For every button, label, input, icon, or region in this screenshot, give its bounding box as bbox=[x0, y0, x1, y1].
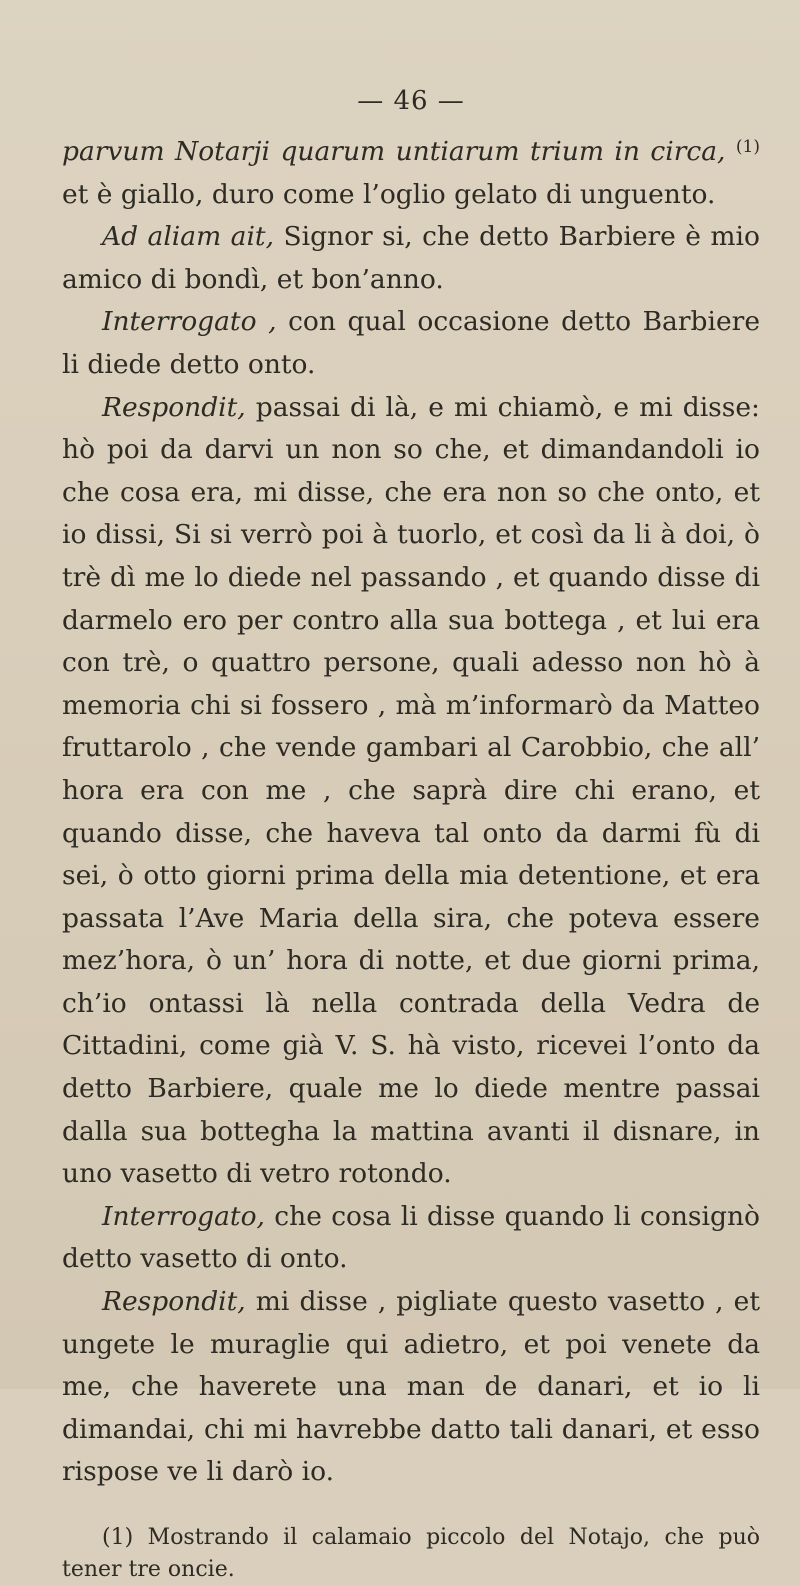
paragraph-4 bbox=[62, 387, 760, 1196]
paragraph-2-lead: Ad aliam ait, bbox=[102, 221, 274, 253]
paragraph-3-text: con qual occasione detto Barbiere li diede detto onto. bbox=[62, 306, 760, 380]
paragraph-6-text: mi disse , pigliate questo vasetto , et ungete le muraglie qui adietro, et poi venete da me, che haverete una man de danari, et io li dimandai, chi mi havrebbe datto tali danari, et esso rispose ve li darò io. bbox=[62, 1286, 760, 1488]
page-number: — 46 — bbox=[357, 86, 465, 116]
paragraph-1 bbox=[62, 126, 760, 216]
paragraph-4-text: passai di là, e mi chiamò, e mi disse: hò poi da darvi un non so che, et dimandandoli io che cosa era, mi disse, che era non so che onto, et io dissi, Si si verrò poi à tuorlo, et così da li à doi, ò trè dì me lo diede nel passando , et quando disse di darmelo ero per contro alla sua bottega , et lui era con trè, o quattro persone, quali adesso non hò à memoria chi si fossero , mà m’informarò da Matteo fruttarolo , che vende gambari al Carobbio, che all’ hora era con me , che saprà dire chi erano, et quando disse, che haveva tal onto da darmi fù di sei, ò otto giorni prima della mia detentione, et era passata l’Ave Maria della sira, che poteva essere mez’hora, ò un’ hora di notte, et due giorni prima, ch’io ontassi là nella contrada della Vedra de Cittadini, come già V. S. hà visto, ricevei l’onto da detto Barbiere, quale me lo diede mentre passai dalla sua bottegha la mattina avanti il disnare, in uno vasetto di vetro rotondo. bbox=[62, 391, 760, 1190]
paragraph-6-lead: Respondit, bbox=[102, 1286, 246, 1318]
paragraph-6 bbox=[62, 1281, 760, 1494]
paragraph-5 bbox=[62, 1196, 760, 1281]
paragraph-1-lead: parvum Notarji quarum untiarum trium in circa, bbox=[62, 136, 726, 167]
footnote-reference: (1) bbox=[735, 137, 760, 157]
paragraph-5-text: che cosa li disse quando li consignò detto vasetto di onto. bbox=[62, 1200, 760, 1275]
footnote-text: Mostrando il calamaio piccolo del Notajo, che può tener tre oncie. bbox=[62, 1525, 760, 1582]
body-text bbox=[62, 126, 760, 1494]
footnote bbox=[62, 1522, 760, 1586]
footnote-mark: (1) bbox=[102, 1525, 134, 1550]
paragraph-5-lead: Interrogato, bbox=[102, 1200, 265, 1232]
paragraph-4-lead: Respondit, bbox=[102, 391, 246, 423]
paragraph-2 bbox=[62, 216, 760, 301]
paragraph-3 bbox=[62, 301, 760, 386]
paragraph-2-text: Signor si, che detto Barbiere è mio amico di bondì, et bon’anno. bbox=[62, 221, 760, 295]
paragraph-1-text: et è giallo, duro come l’oglio gelato di unguento. bbox=[62, 178, 716, 210]
paragraph-3-lead: Interrogato , bbox=[102, 306, 277, 338]
